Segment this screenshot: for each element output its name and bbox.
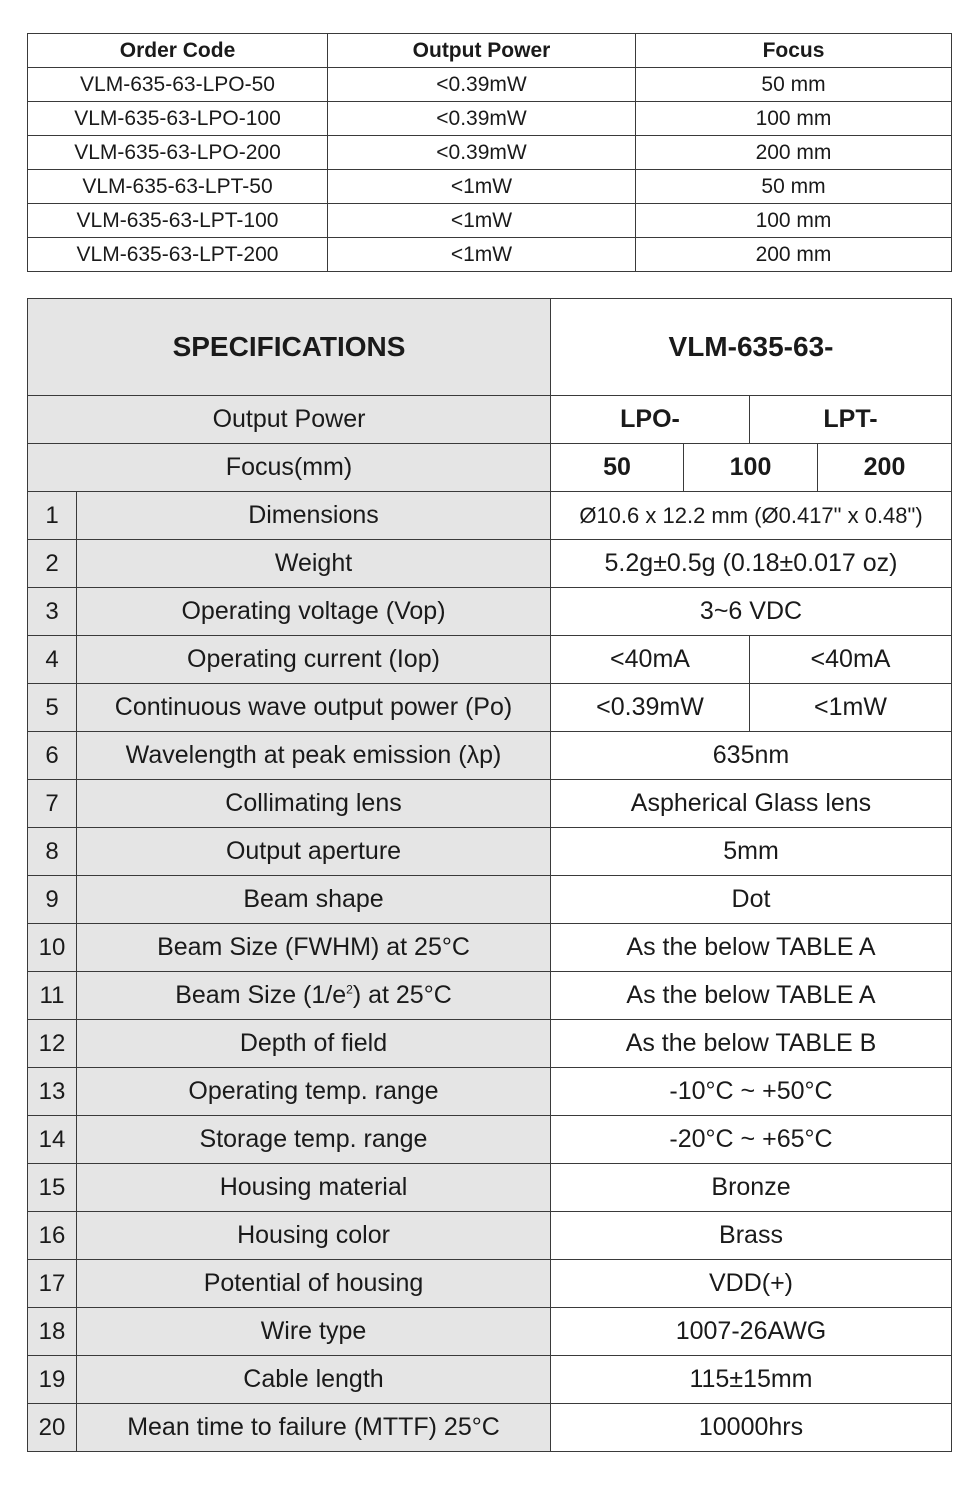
order-table-header (28, 34, 952, 68)
focus-cell: 100 mm (636, 204, 952, 238)
table-row (28, 238, 952, 272)
spec-value: 1007-26AWG (551, 1308, 952, 1356)
order-code-cell: VLM-635-63-LPO-50 (28, 68, 328, 102)
spec-value: VDD(+) (551, 1260, 952, 1308)
spec-value: As the below TABLE A (551, 924, 952, 972)
spec-value: 635nm (551, 732, 952, 780)
spec-value: Aspherical Glass lens (551, 780, 952, 828)
spec-value: 5mm (551, 828, 952, 876)
table-row (28, 492, 952, 540)
table-row (28, 1260, 952, 1308)
spec-label-part: ) at 25°C (352, 981, 452, 1009)
spec-value: 115±15mm (551, 1356, 952, 1404)
row-number: 13 (28, 1068, 77, 1116)
focus-label: Focus(mm) (28, 444, 551, 492)
table-row (28, 588, 952, 636)
spec-label: Weight (77, 540, 551, 588)
output-power-header: Output Power (328, 34, 636, 68)
row-number: 15 (28, 1164, 77, 1212)
variant-lpo: LPO- (551, 396, 750, 444)
row-number: 17 (28, 1260, 77, 1308)
spec-label: Potential of housing (77, 1260, 551, 1308)
spec-label: Depth of field (77, 1020, 551, 1068)
spec-label: Beam shape (77, 876, 551, 924)
spec-label: Storage temp. range (77, 1116, 551, 1164)
spec-label: Wavelength at peak emission (λp) (77, 732, 551, 780)
table-row (28, 1308, 952, 1356)
spec-label: Housing color (77, 1212, 551, 1260)
specifications-title: SPECIFICATIONS (28, 299, 551, 396)
spec-label: Collimating lens (77, 780, 551, 828)
table-row (28, 136, 952, 170)
order-code-table (27, 33, 952, 272)
output-power-label: Output Power (28, 396, 551, 444)
variant-lpt: LPT- (750, 396, 952, 444)
spec-label: Continuous wave output power (Po) (77, 684, 551, 732)
row-number: 16 (28, 1212, 77, 1260)
spec-value: Ø10.6 x 12.2 mm (Ø0.417" x 0.48") (551, 492, 952, 540)
spec-label: Dimensions (77, 492, 551, 540)
table-row (28, 684, 952, 732)
focus-value-200: 200 (818, 444, 952, 492)
spec-value: As the below TABLE B (551, 1020, 952, 1068)
spec-value: 10000hrs (551, 1404, 952, 1452)
order-code-cell: VLM-635-63-LPO-200 (28, 136, 328, 170)
spec-value: -10°C ~ +50°C (551, 1068, 952, 1116)
spec-header-row (28, 299, 952, 396)
spec-label: Operating temp. range (77, 1068, 551, 1116)
table-row (28, 540, 952, 588)
row-number: 1 (28, 492, 77, 540)
output-power-cell: <0.39mW (328, 136, 636, 170)
order-code-cell: VLM-635-63-LPO-100 (28, 102, 328, 136)
table-row (28, 204, 952, 238)
superscript: 2 (346, 982, 353, 997)
table-row (28, 1020, 952, 1068)
table-row (28, 1404, 952, 1452)
spec-label (77, 972, 551, 1020)
focus-row (28, 444, 952, 492)
spec-value: 3~6 VDC (551, 588, 952, 636)
spec-label: Mean time to failure (MTTF) 25°C (77, 1404, 551, 1452)
row-number: 8 (28, 828, 77, 876)
spec-label: Wire type (77, 1308, 551, 1356)
focus-cell: 200 mm (636, 238, 952, 272)
model-name: VLM-635-63- (551, 299, 952, 396)
row-number: 12 (28, 1020, 77, 1068)
spec-label-part: Beam Size (1/e (175, 981, 347, 1009)
spec-value: 5.2g±0.5g (0.18±0.017 oz) (551, 540, 952, 588)
table-row (28, 828, 952, 876)
output-power-row (28, 396, 952, 444)
spec-label: Operating voltage (Vop) (77, 588, 551, 636)
table-row (28, 780, 952, 828)
focus-header: Focus (636, 34, 952, 68)
row-number: 20 (28, 1404, 77, 1452)
spec-label: Output aperture (77, 828, 551, 876)
specifications-table (27, 298, 952, 1452)
row-number: 4 (28, 636, 77, 684)
order-code-cell: VLM-635-63-LPT-100 (28, 204, 328, 238)
spec-label: Operating current (Iop) (77, 636, 551, 684)
focus-value-100: 100 (684, 444, 818, 492)
spec-value: As the below TABLE A (551, 972, 952, 1020)
row-number: 9 (28, 876, 77, 924)
focus-cell: 200 mm (636, 136, 952, 170)
row-number: 10 (28, 924, 77, 972)
table-row (28, 102, 952, 136)
row-number: 18 (28, 1308, 77, 1356)
output-power-cell: <0.39mW (328, 102, 636, 136)
table-row (28, 1164, 952, 1212)
row-number: 5 (28, 684, 77, 732)
row-number: 2 (28, 540, 77, 588)
spec-value: Brass (551, 1212, 952, 1260)
row-number: 14 (28, 1116, 77, 1164)
table-row (28, 1356, 952, 1404)
spec-value: -20°C ~ +65°C (551, 1116, 952, 1164)
spec-value-lpo: <0.39mW (551, 684, 750, 732)
table-row (28, 924, 952, 972)
table-row (28, 636, 952, 684)
focus-cell: 50 mm (636, 170, 952, 204)
table-row (28, 1116, 952, 1164)
output-power-cell: <1mW (328, 170, 636, 204)
row-number: 19 (28, 1356, 77, 1404)
table-row (28, 68, 952, 102)
focus-value-50: 50 (551, 444, 684, 492)
focus-cell: 100 mm (636, 102, 952, 136)
output-power-cell: <0.39mW (328, 68, 636, 102)
row-number: 3 (28, 588, 77, 636)
table-row (28, 1068, 952, 1116)
table-row (28, 1212, 952, 1260)
table-row (28, 876, 952, 924)
output-power-cell: <1mW (328, 204, 636, 238)
row-number: 6 (28, 732, 77, 780)
row-number: 7 (28, 780, 77, 828)
spec-label: Housing material (77, 1164, 551, 1212)
spec-label: Beam Size (FWHM) at 25°C (77, 924, 551, 972)
spec-value: Dot (551, 876, 952, 924)
order-code-cell: VLM-635-63-LPT-200 (28, 238, 328, 272)
spec-value: Bronze (551, 1164, 952, 1212)
table-row (28, 972, 952, 1020)
spec-value-lpt: <40mA (750, 636, 952, 684)
focus-cell: 50 mm (636, 68, 952, 102)
table-row (28, 170, 952, 204)
order-code-cell: VLM-635-63-LPT-50 (28, 170, 328, 204)
row-number: 11 (28, 972, 77, 1020)
output-power-cell: <1mW (328, 238, 636, 272)
order-code-header: Order Code (28, 34, 328, 68)
spec-value-lpo: <40mA (551, 636, 750, 684)
table-row (28, 732, 952, 780)
spec-value-lpt: <1mW (750, 684, 952, 732)
spec-label: Cable length (77, 1356, 551, 1404)
